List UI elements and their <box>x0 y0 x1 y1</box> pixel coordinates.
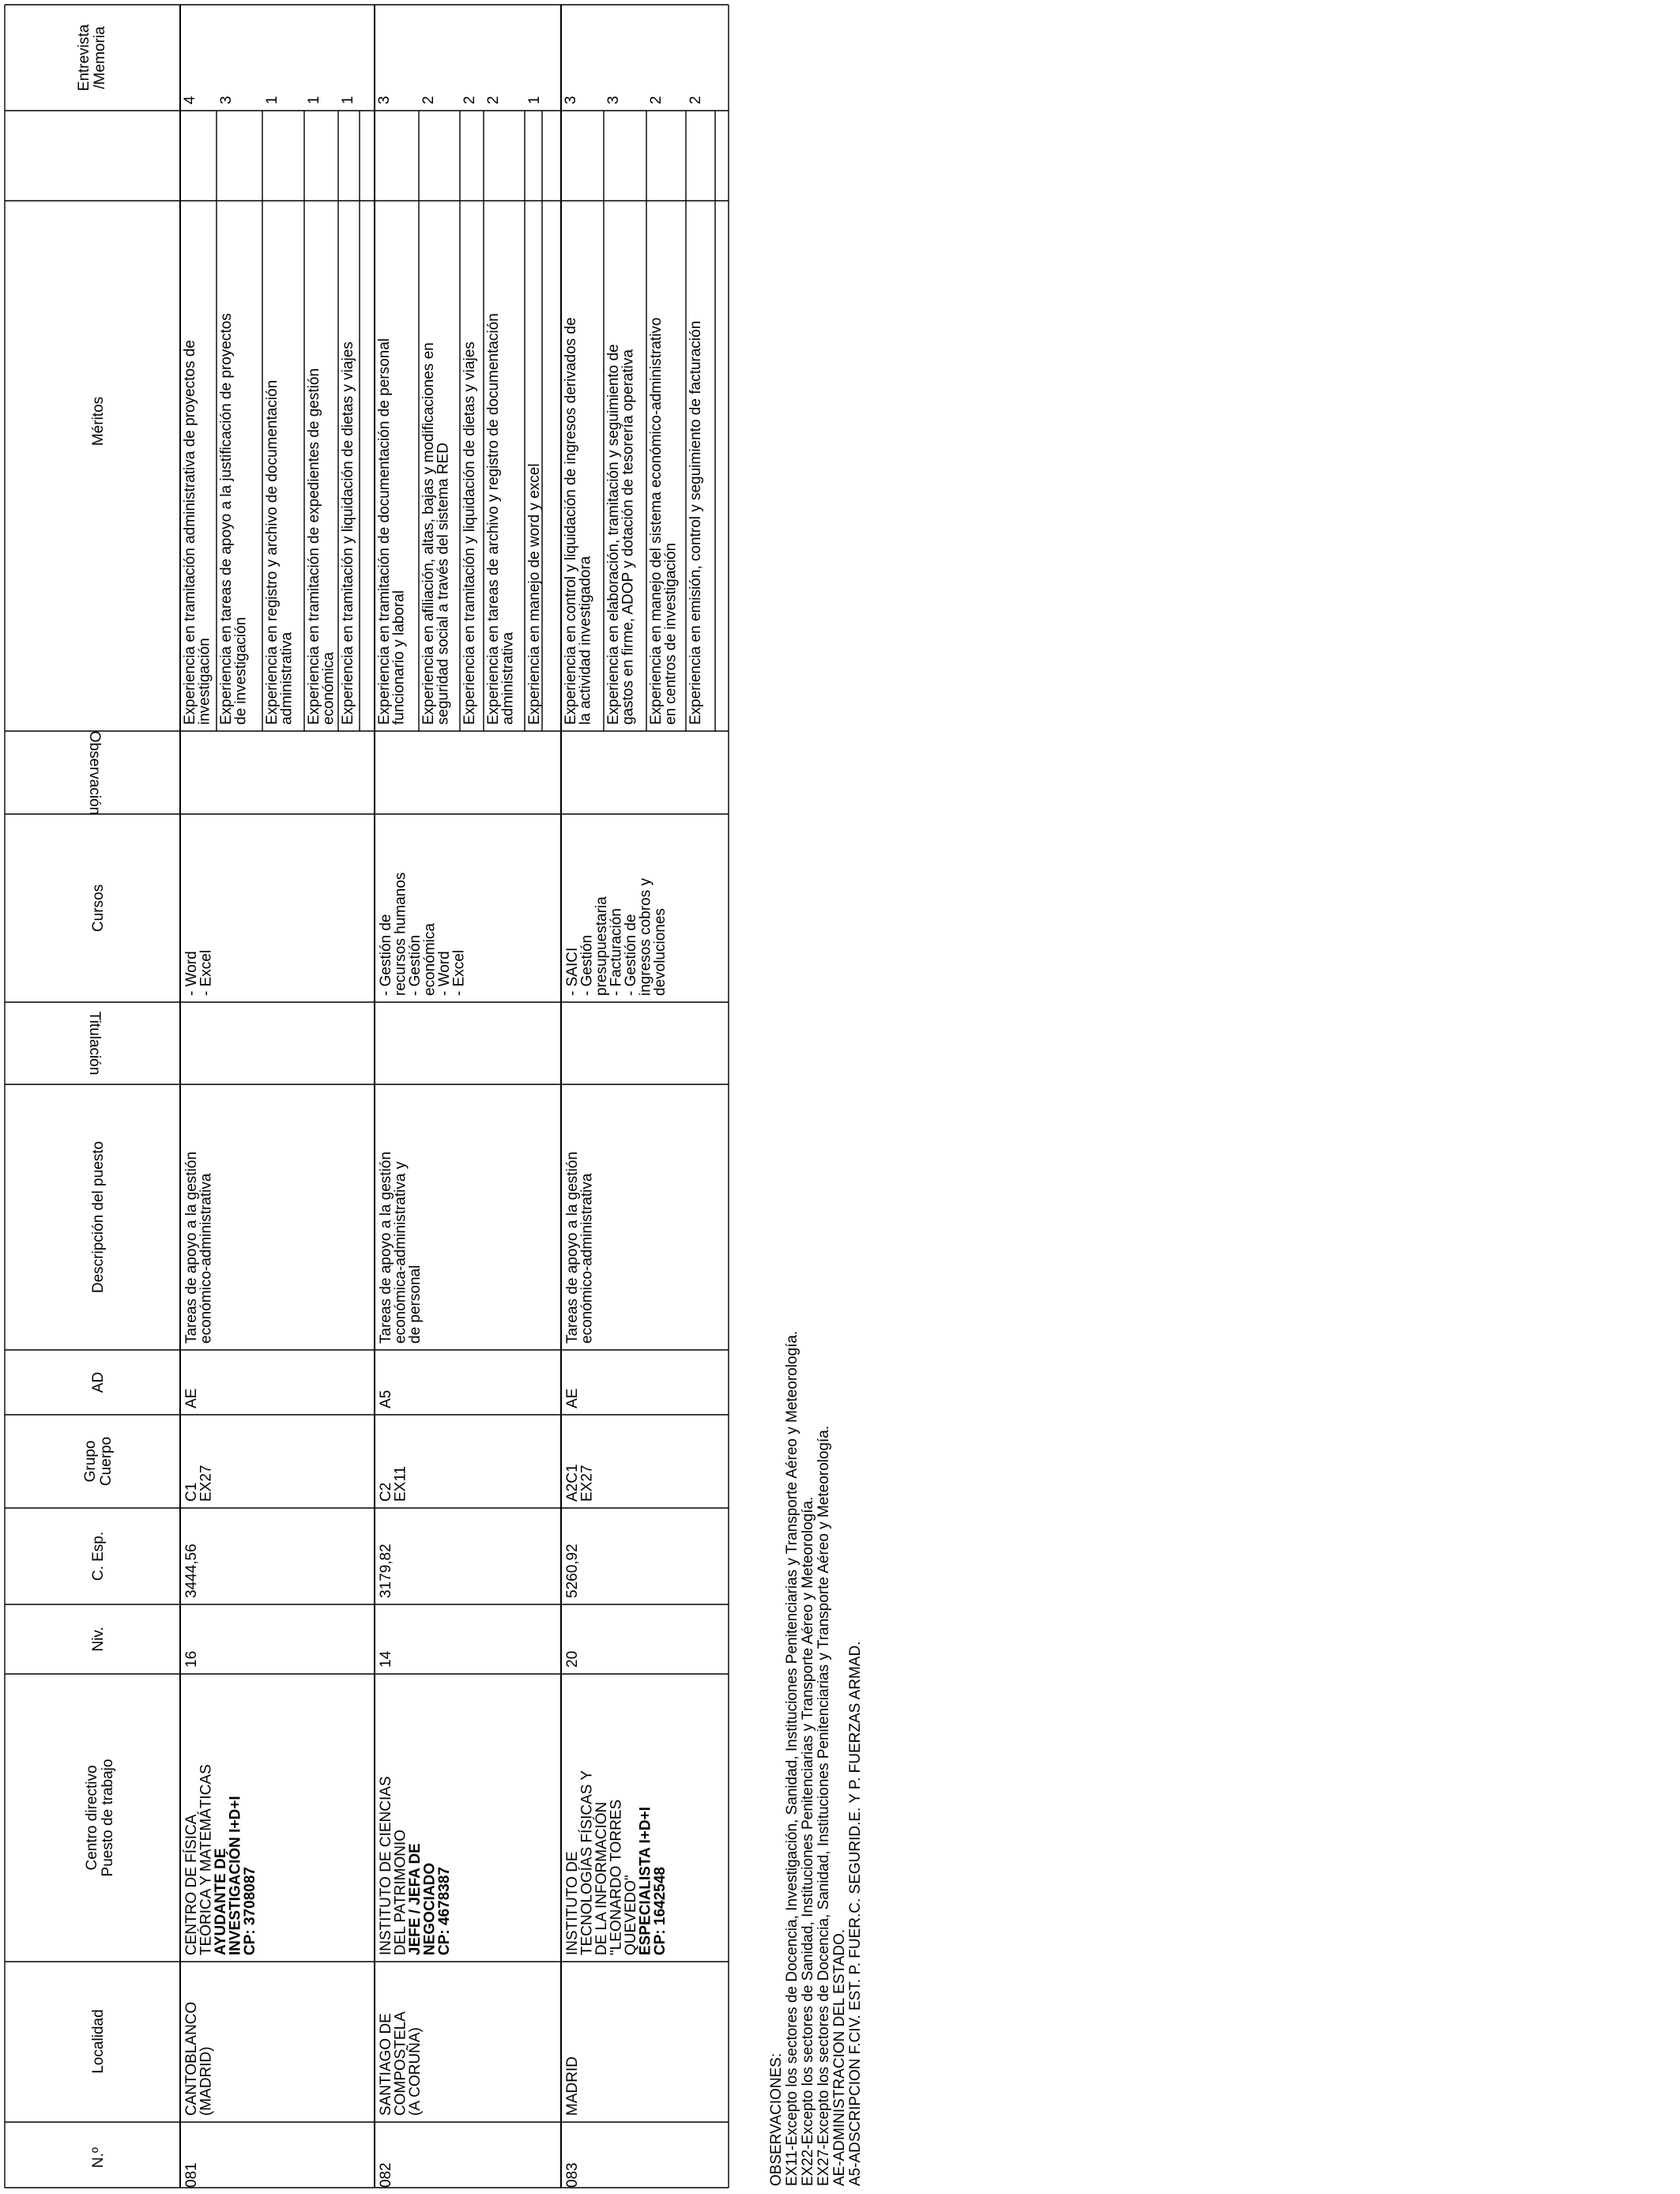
row-curso: - Excel <box>450 949 468 996</box>
row-centro: INSTITUTO DE CIENCIAS <box>378 1776 394 1955</box>
row-localidad: (MADRID) <box>198 2046 215 2116</box>
row-localidad: CANTOBLANCO <box>183 2001 200 2116</box>
header-meritos: Méritos <box>90 396 107 447</box>
header-entrevista: Entrevista <box>76 24 92 92</box>
merito-points: 2 <box>648 96 665 104</box>
row-curso: devoluciones <box>652 908 669 996</box>
merito-text: Experiencia en tramitación y liquidación de dietas y viajes <box>461 341 478 725</box>
merito-text: Experiencia en tramitación de expedientes de gestión <box>306 368 322 725</box>
row-curso: económica <box>421 923 439 996</box>
merito-text: Experiencia en tramitación y liquidación de dietas y viajes <box>340 341 356 725</box>
merito-text: Experiencia en afiliación, altas, bajas y modificaciones en <box>420 342 437 725</box>
merito-text: de investigación <box>232 616 250 725</box>
merito-text: la actividad investigadora <box>577 556 594 725</box>
header-puesto: Puesto de trabajo <box>100 1759 116 1877</box>
observaciones-line: AE-ADMINISTRACION DEL ESTADO. <box>831 1928 848 2186</box>
table-content <box>76 24 704 2188</box>
merito-points: 3 <box>376 96 393 104</box>
header-cuerpo: Cuerpo <box>98 1436 115 1487</box>
merito-text: Experiencia en emisión, control y seguimiento de facturación <box>687 320 704 725</box>
row-curso: - Word <box>183 951 200 996</box>
merito-points: 2 <box>420 96 437 104</box>
observaciones-line: EX27-Excepto los sectores de Docencia, Sanidad, Instituciones Penitenciarias y Transporte Aéreo y Meteorología. <box>816 1425 832 2186</box>
row-cuerpo: EX27 <box>198 1465 215 1502</box>
merito-points: 2 <box>687 96 704 104</box>
merito-text: Experiencia en elaboración, tramitación y seguimiento de <box>605 344 622 725</box>
row-curso: - Gestión de <box>623 914 639 996</box>
header-cursos: Cursos <box>90 884 107 933</box>
merito-text: Experiencia en tareas de archivo y registro de documentación <box>485 313 502 725</box>
merito-text: funcionario y laboral <box>390 590 408 725</box>
observaciones-line: EX22-Excepto los sectores de Sanidad, Instituciones Penitenciarias y Transporte Aéreo y Meteorología. <box>800 1496 816 2186</box>
header-localidad: Localidad <box>90 2009 107 2074</box>
merito-points: 1 <box>340 96 356 104</box>
row-localidad: (A CORUÑA) <box>407 2027 424 2116</box>
row-curso: - Gestión <box>407 934 424 996</box>
merito-points: 2 <box>485 96 502 104</box>
row-centro: TEÓRICA Y MATEMÁTICAS <box>198 1764 215 1955</box>
row-curso: - Gestión <box>578 934 596 996</box>
row-grupo: C1 <box>183 1482 200 1502</box>
header-descripcion: Descripción del puesto <box>90 1140 107 1294</box>
header-observacion: Observación <box>86 730 103 816</box>
merito-text: administrativa <box>499 631 517 725</box>
merito-text: económica <box>320 652 337 725</box>
row-centro: DE LA INFORMACIÓN <box>593 1801 610 1955</box>
merito-text: investigación <box>196 638 213 725</box>
row-centro: DEL PATRIMONIO <box>392 1829 409 1955</box>
row-descripcion: económico-administrativa <box>198 1173 215 1344</box>
row-curso: - Facturación <box>608 908 625 996</box>
row-nivel: 16 <box>183 1650 200 1668</box>
merito-points: 4 <box>182 96 198 104</box>
observaciones-block <box>768 1331 864 2186</box>
row-cuerpo: EX27 <box>578 1465 596 1502</box>
row-nivel: 14 <box>378 1650 394 1668</box>
merito-text: seguridad social a través del sistema RED <box>435 443 452 725</box>
header-nivel: Niv. <box>90 1627 107 1652</box>
row-curso: - Word <box>436 951 453 996</box>
row-localidad: SANTIAGO DE <box>378 2013 394 2116</box>
row-descripcion: Tareas de apoyo a la gestión <box>183 1152 200 1344</box>
merito-text: administrativa <box>278 631 296 725</box>
row-ad: AE <box>183 1388 200 1408</box>
row-nivel: 20 <box>564 1650 581 1668</box>
row-c-esp: 3444,56 <box>183 1544 200 1598</box>
merito-text: Experiencia en manejo del sistema económico-administrativo <box>648 317 665 725</box>
merito-points: 3 <box>563 96 579 104</box>
row-c-esp: 5260,92 <box>564 1544 581 1598</box>
merito-text: Experiencia en control y liquidación de ingresos derivados de <box>563 317 579 725</box>
row-numero: 083 <box>564 2162 581 2188</box>
row-puesto: CP: 1642548 <box>652 1867 669 1955</box>
merito-text: Experiencia en tareas de apoyo a la justificación de proyectos <box>218 313 235 725</box>
merito-text: Experiencia en registro y archivo de documentación <box>264 379 281 725</box>
header-numero: N.º <box>90 2147 107 2168</box>
row-puesto: AYUDANTE DE <box>213 1848 229 1955</box>
merito-points: 1 <box>526 96 543 104</box>
row-descripcion: Tareas de apoyo a la gestión <box>378 1152 394 1344</box>
row-centro: QUEVEDO" <box>623 1875 639 1955</box>
row-curso: - Excel <box>198 949 215 996</box>
row-cuerpo: EX11 <box>392 1465 409 1502</box>
row-ad: AE <box>564 1388 581 1408</box>
header-titulacion: Titulación <box>86 1011 103 1076</box>
observaciones-line: EX11-Excepto los sectores de Docencia, Investigación, Sanidad, Instituciones Penitenciarias y Transporte Aéreo y Meteorología. <box>784 1330 800 2186</box>
row-descripcion: económico-administrativa <box>578 1173 596 1344</box>
header-ad: AD <box>90 1371 107 1393</box>
observaciones-title: OBSERVACIONES: <box>768 2053 785 2186</box>
merito-points: 3 <box>605 96 622 104</box>
row-ad: A5 <box>378 1389 394 1408</box>
merito-text: en centros de investigación <box>662 542 680 725</box>
merito-text: Experiencia en tramitación administrativa de proyectos de <box>182 340 198 725</box>
row-curso: presupuestaria <box>593 896 610 996</box>
row-curso: ingresos cobros y <box>637 878 654 996</box>
merito-points: 3 <box>218 96 235 104</box>
merito-points: 1 <box>264 96 281 104</box>
row-grupo: C2 <box>378 1482 394 1502</box>
row-numero: 082 <box>378 2162 394 2188</box>
row-c-esp: 3179,82 <box>378 1544 394 1598</box>
row-curso: - SAICI <box>564 947 581 996</box>
row-centro: CENTRO DE FÍSICA <box>183 1814 200 1955</box>
row-centro: TECNOLOGÍAS FÍSICAS Y <box>578 1770 596 1955</box>
row-descripcion: económica-administrativa y <box>392 1161 409 1344</box>
row-numero: 081 <box>183 2162 200 2188</box>
row-curso: recursos humanos <box>392 872 409 996</box>
header-memoria: /Memoria <box>92 26 108 89</box>
row-descripcion: Tareas de apoyo a la gestión <box>564 1152 581 1344</box>
row-puesto: CP: 3708087 <box>242 1867 258 1955</box>
row-puesto: ESPECIALISTA I+D+I <box>637 1807 654 1955</box>
merito-text: Experiencia en tramitación de documentación de personal <box>376 337 393 725</box>
row-descripcion: de personal <box>407 1265 424 1344</box>
observaciones-line: A5-ADSCRIPCION F.CIV. EST. P. FUER.C. SEGURID.E. Y P. FUERZAS ARMAD. <box>847 1641 864 2186</box>
row-puesto: NEGOCIADO <box>421 1862 439 1955</box>
header-c-esp: C. Esp. <box>90 1531 107 1581</box>
row-centro: INSTITUTO DE <box>564 1851 581 1955</box>
row-puesto: INVESTIGACIÓN I+D+I <box>227 1796 244 1955</box>
merito-points: 2 <box>461 96 478 104</box>
merito-text: Experiencia en manejo de word y excel <box>526 463 543 725</box>
row-grupo: A2C1 <box>564 1464 581 1502</box>
row-puesto: CP: 4678387 <box>436 1867 453 1955</box>
header-centro: Centro directivo <box>84 1765 100 1871</box>
row-localidad: COMPOSTELA <box>392 2011 409 2116</box>
header-grupo: Grupo <box>82 1440 99 1483</box>
merito-text: gastos en firme, ADOP y dotación de tesorería operativa <box>620 349 637 725</box>
row-localidad: MADRID <box>564 2056 581 2116</box>
row-curso: - Gestión de <box>378 914 394 996</box>
merito-points: 1 <box>306 96 322 104</box>
row-centro: "LEONARDO TORRES <box>608 1799 625 1955</box>
row-puesto: JEFE / JEFA DE <box>407 1843 424 1955</box>
